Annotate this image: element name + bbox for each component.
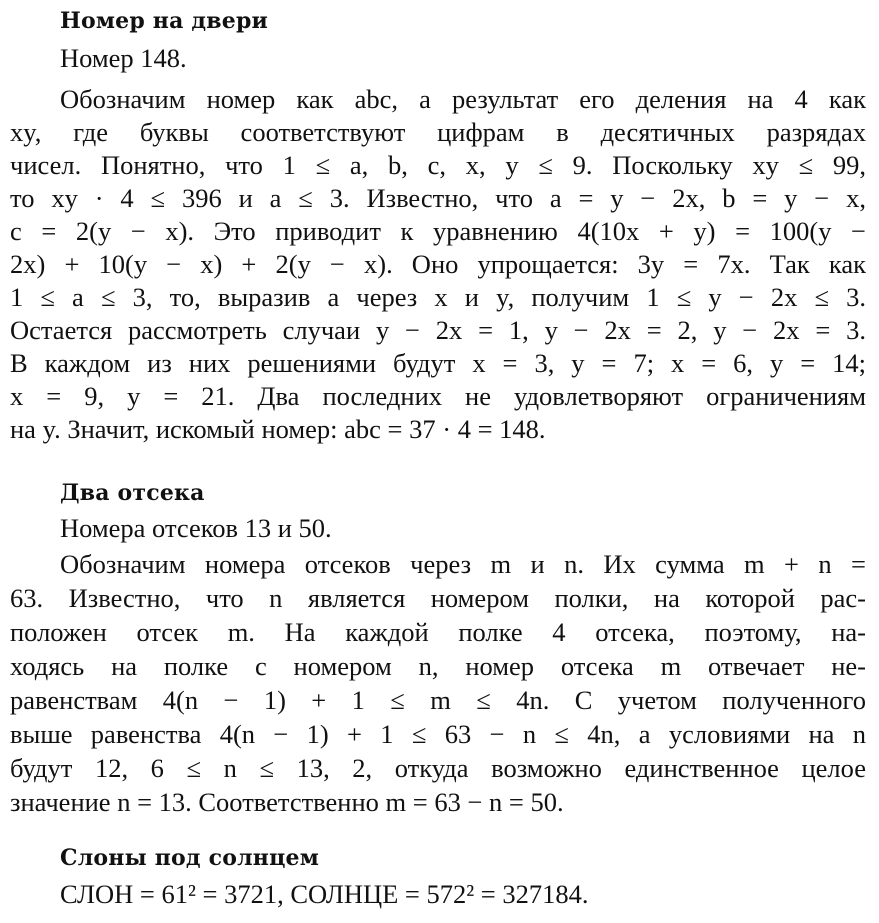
text-line: 2x) + 10(y − x) + 2(y − x). Оно упрощается: 3y = 7x. Так как (10, 249, 866, 279)
text-line: xy, где буквы соответствуют цифрам в десятичных разрядах (10, 117, 866, 147)
text-line: то xy · 4 ≤ 396 и a ≤ 3. Известно, что a = y − 2x, b = y − x, (10, 183, 866, 213)
text-line: чисел. Понятно, что 1 ≤ a, b, c, x, y ≤ 9. Поскольку xy ≤ 99, (10, 150, 866, 180)
text-line: c = 2(y − x). Это приводит к уравнению 4(10x + y) = 100(y − (10, 216, 866, 246)
text-line: на y. Значит, искомый номер: abc = 37 · 4 = 148. (10, 414, 546, 444)
text-line: 1 ≤ a ≤ 3, то, выразив a через x и y, получим 1 ≤ y − 2x ≤ 3. (10, 282, 866, 312)
text-line: Обозначим номер как abc, а результат его деления на 4 как (60, 84, 866, 114)
text-line: Остается рассмотреть случаи y − 2x = 1, y − 2x = 2, y − 2x = 3. (10, 315, 866, 345)
text-line: равенствам 4(n − 1) + 1 ≤ m ≤ 4n. С учетом полученного (10, 685, 866, 715)
text-line: 63. Известно, что n является номером полки, на которой рас- (10, 583, 866, 613)
text-line: ходясь на полке с номером n, номер отсека m отвечает не- (10, 651, 866, 681)
section-answer: Номера отсеков 13 и 50. (60, 513, 332, 543)
text-line: x = 9, y = 21. Два последних не удовлетворяют ограничениям (10, 381, 866, 411)
text-line: значение n = 13. Соответственно m = 63 − n = 50. (10, 787, 564, 817)
section-heading: Слоны под солнцем (60, 845, 320, 871)
section-answer: СЛОН = 61² = 3721, СОЛНЦЕ = 572² = 327184. (60, 879, 589, 909)
section-heading: Два отсека (60, 480, 205, 506)
section-heading: Номер на двери (60, 8, 269, 34)
text-line: будут 12, 6 ≤ n ≤ 13, 2, откуда возможно единственное целое (10, 753, 866, 783)
text-line: В каждом из них решениями будут x = 3, y = 7; x = 6, y = 14; (10, 348, 866, 378)
text-line: Обозначим номера отсеков через m и n. Их сумма m + n = (60, 549, 866, 579)
section-answer: Номер 148. (60, 43, 187, 73)
text-line: выше равенства 4(n − 1) + 1 ≤ 63 − n ≤ 4n, а условиями на n (10, 719, 866, 749)
text-line: положен отсек m. На каждой полке 4 отсека, поэтому, на- (10, 617, 866, 647)
